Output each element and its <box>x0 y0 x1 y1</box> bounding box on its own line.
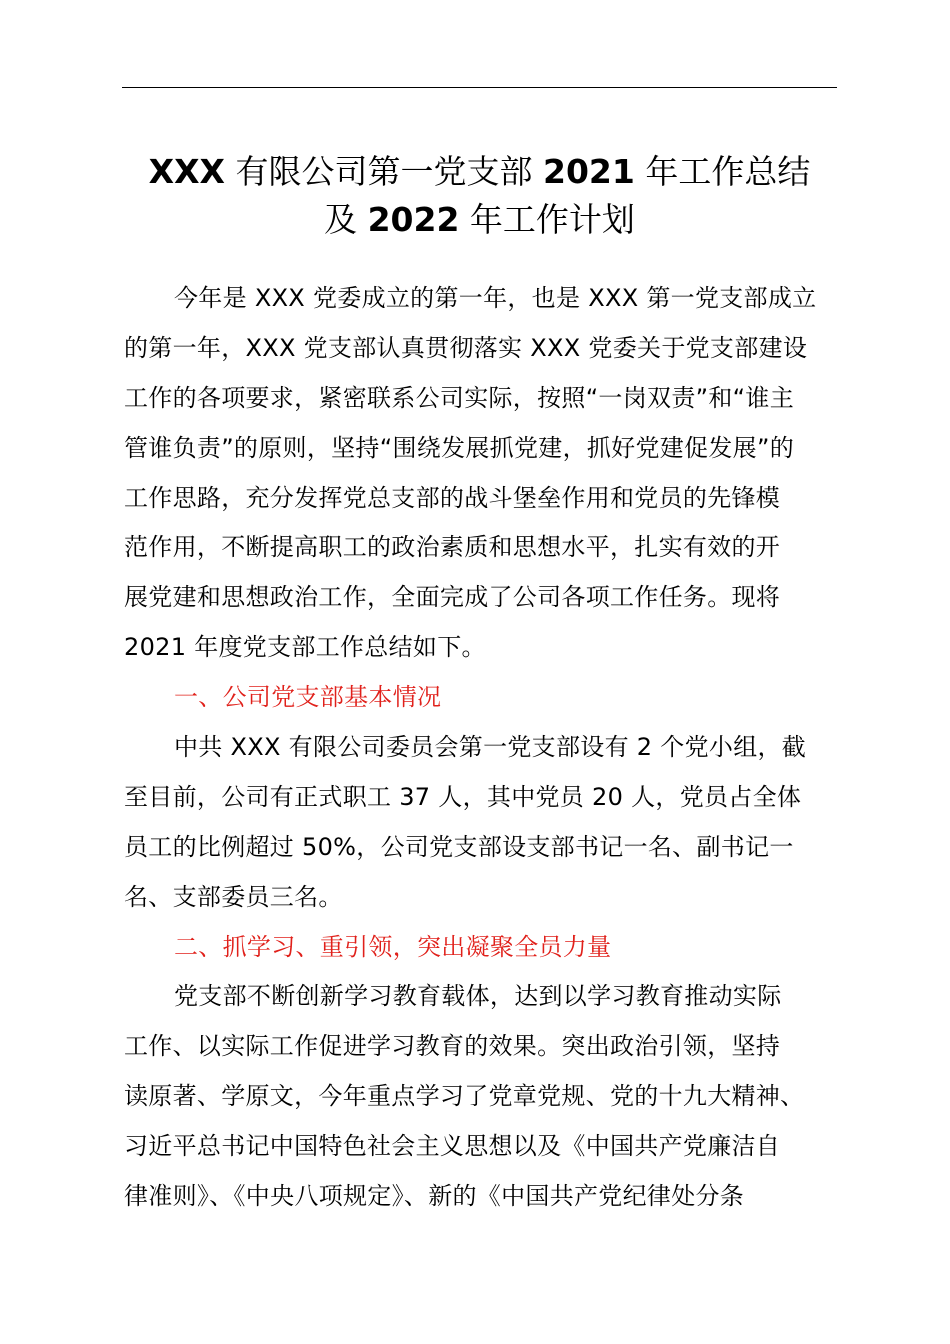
title-line-1: XXX 有限公司第一党支部 2021 年工作总结 <box>148 152 811 191</box>
title-line-2: 及 2022 年工作计划 <box>324 200 635 239</box>
paragraph-1-line-4: 管谁负责”的原则，坚持“围绕发展抓党建，抓好党建促发展”的 <box>124 433 794 462</box>
paragraph-1-line-6: 范作用，不断提高职工的政治素质和思想水平，扎实有效的开 <box>124 533 781 562</box>
paragraph-3-line-1: 党支部不断创新学习教育载体，达到以学习教育推动实际 <box>174 982 782 1011</box>
paragraph-1-line-2: 的第一年，XXX 党支部认真贯彻落实 XXX 党委关于党支部建设 <box>124 333 808 362</box>
paragraph-1-line-8: 2021 年度党支部工作总结如下。 <box>124 633 486 662</box>
document-title <box>122 148 837 244</box>
paragraph-2-line-4: 名、支部委员三名。 <box>124 882 343 911</box>
paragraph-1-line-1: 今年是 XXX 党委成立的第一年，也是 XXX 第一党支部成立 <box>174 284 817 312</box>
header-rule <box>122 87 837 88</box>
paragraph-2-line-3: 员工的比例超过 50%，公司党支部设支部书记一名、副书记一 <box>124 832 794 861</box>
paragraph-1-line-3: 工作的各项要求，紧密联系公司实际，按照“一岗双责”和“谁主 <box>124 383 794 412</box>
paragraph-3-line-2: 工作、以实际工作促进学习教育的效果。突出政治引领，坚持 <box>124 1032 781 1061</box>
paragraph-2-line-1: 中共 XXX 有限公司委员会第一党支部设有 2 个党小组，截 <box>174 733 807 762</box>
paragraph-3-line-5: 律准则》、《中央八项规定》、新的《中国共产党纪律处分条 <box>124 1182 745 1211</box>
section-heading-1: 一、公司党支部基本情况 <box>174 683 442 712</box>
paragraph-3-line-4: 习近平总书记中国特色社会主义思想以及《中国共产党廉洁自 <box>124 1132 781 1161</box>
section-heading-2: 二、抓学习、重引领，突出凝聚全员力量 <box>174 932 612 961</box>
paragraph-2-line-2: 至目前，公司有正式职工 37 人，其中党员 20 人，党员占全体 <box>124 782 802 811</box>
paragraph-1-line-5: 工作思路，充分发挥党总支部的战斗堡垒作用和党员的先锋模 <box>124 483 781 512</box>
document-body <box>124 274 844 1222</box>
paragraph-3-line-3: 读原著、学原文，今年重点学习了党章党规、党的十九大精神、 <box>124 1082 805 1111</box>
paragraph-1-line-7: 展党建和思想政治工作，全面完成了公司各项工作任务。现将 <box>124 583 781 612</box>
